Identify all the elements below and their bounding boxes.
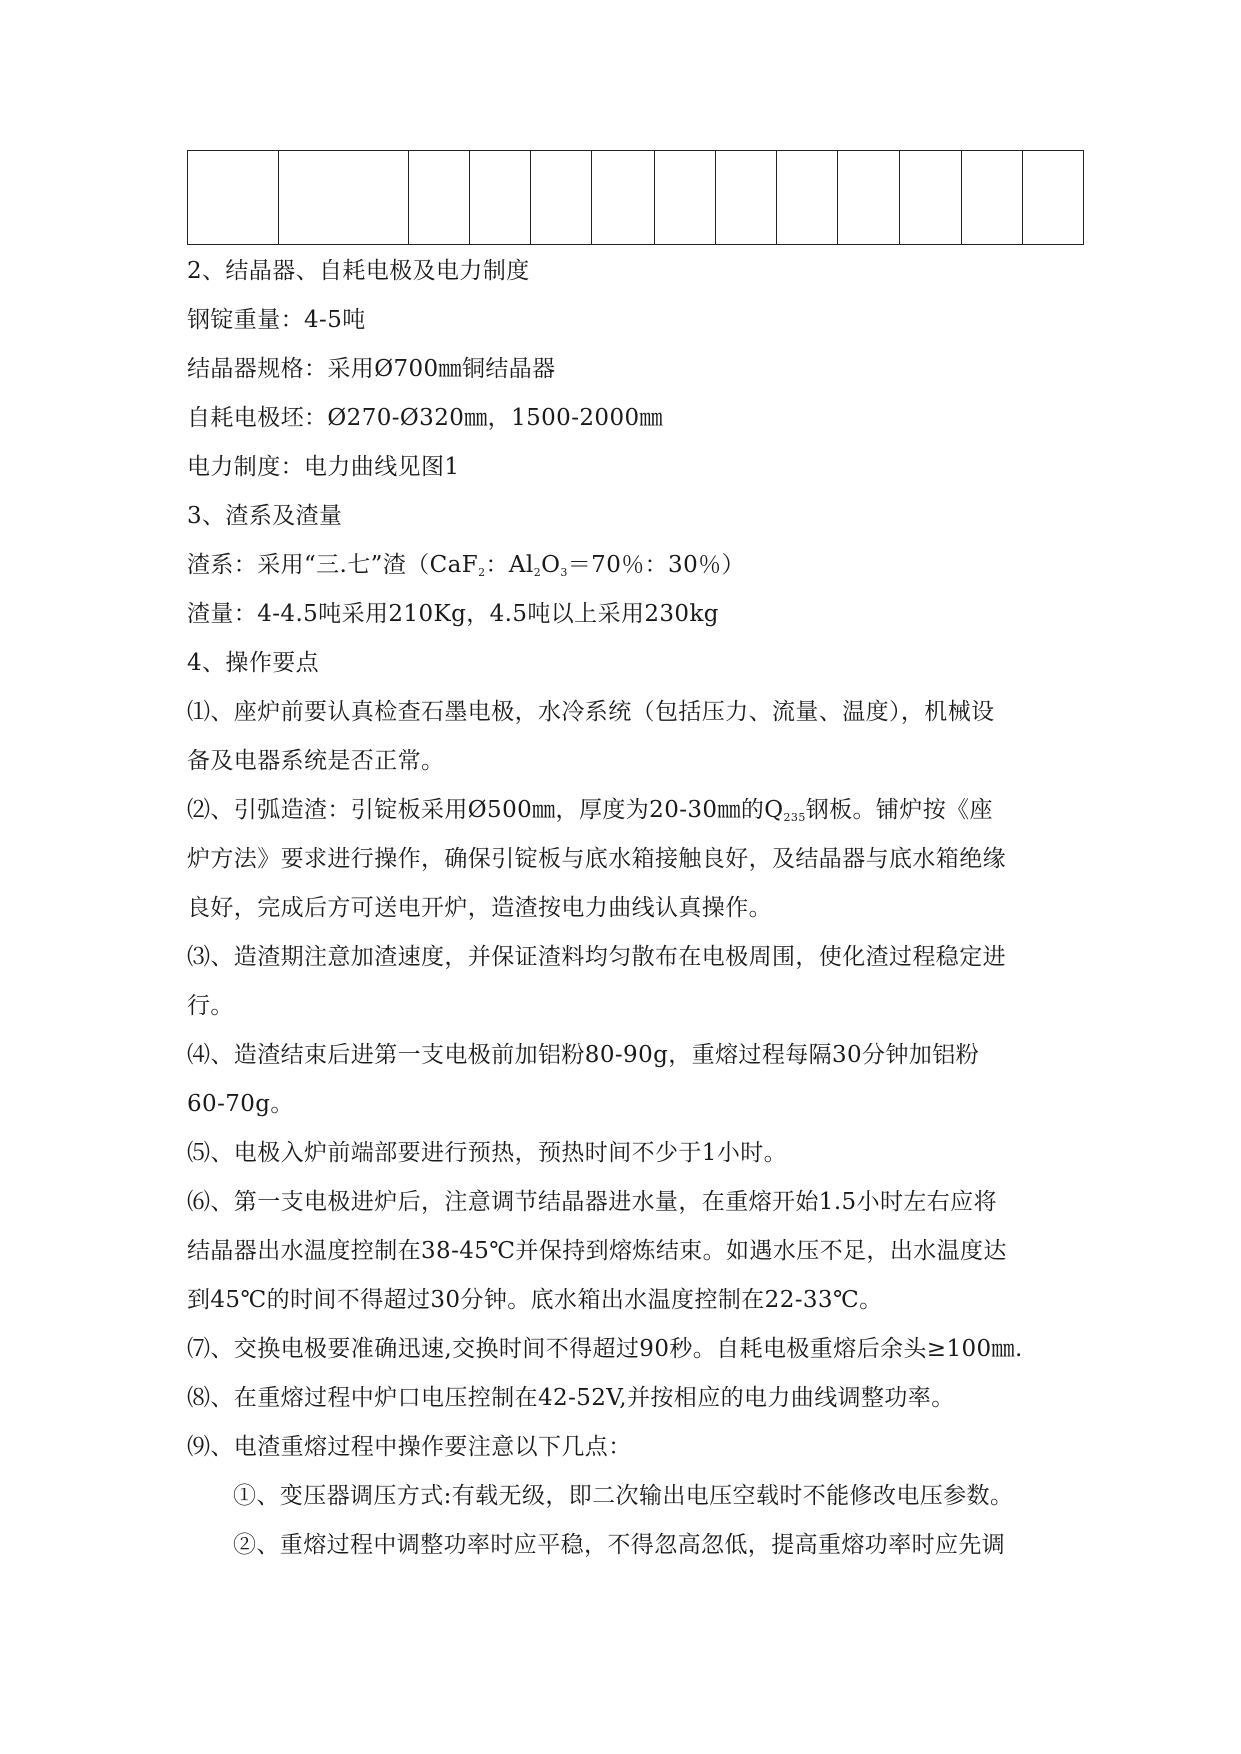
continued-table <box>187 150 1084 245</box>
table-cell <box>469 151 530 245</box>
table-cell <box>592 151 654 245</box>
section-heading-4: 4、操作要点 <box>187 650 320 676</box>
table-cell <box>531 151 592 245</box>
slag-amount-line: 渣量：4-4.5吨采用210Kg，4.5吨以上采用230kg <box>187 601 719 627</box>
slag-system-line: 渣系：采用“三.七”渣（CaF$_2$：$Al_2O_3=70$％：30％） <box>187 552 745 579</box>
table-row <box>188 151 1084 245</box>
power-regime-line: 电力制度：电力曲线见图1 <box>187 454 460 480</box>
document-body <box>187 247 1077 1570</box>
table-cell <box>776 151 837 245</box>
paragraph-5-line-1: ⑸、电极入炉前端部要进行预热，预热时间不少于1小时。 <box>187 1140 788 1166</box>
table-cell <box>188 151 279 245</box>
paragraph-9-item-1: ①、变压器调压方式:有载无级，即二次输出电压空载时不能修改电压参数。 <box>233 1483 1014 1509</box>
paragraph-6-line-2: 结晶器出水温度控制在38-45℃并保持到熔炼结束。如遇水压不足，出水温度达 <box>187 1238 1007 1264</box>
mold-spec-line: 结晶器规格：采用Ø700㎜铜结晶器 <box>187 356 556 382</box>
ingot-weight-line: 钢锭重量：4-5吨 <box>187 307 366 333</box>
paragraph-3-line-1: ⑶、造渣期注意加渣速度，并保证渣料均匀散布在电极周围，使化渣过程稳定进 <box>187 944 1006 970</box>
table-cell <box>715 151 776 245</box>
section-heading-2: 2、结晶器、自耗电极及电力制度 <box>187 258 530 284</box>
paragraph-3-line-2: 行。 <box>187 993 234 1019</box>
paragraph-2-line-1: ⑵、引弧造渣：引锭板采用Ø500㎜，厚度为20-30㎜的$Q_{235}$钢板。铺炉按《座 <box>187 797 993 824</box>
table-cell <box>961 151 1022 245</box>
paragraph-9-line-1: ⑼、电渣重熔过程中操作要注意以下几点： <box>187 1434 632 1460</box>
paragraph-6-line-3: 到45℃的时间不得超过30分钟。底水箱出水温度控制在22-33℃。 <box>187 1287 883 1313</box>
paragraph-1-line-1: ⑴、座炉前要认真检查石墨电极，水冷系统（包括压力、流量、温度），机械设 <box>187 699 995 725</box>
paragraph-6-line-1: ⑹、第一支电极进炉后，注意调节结晶器进水量，在重熔开始1.5小时左右应将 <box>187 1189 997 1215</box>
paragraph-4-line-2: 60-70g。 <box>187 1091 294 1117</box>
paragraph-8-line-1: ⑻、在重熔过程中炉口电压控制在42-52V,并按相应的电力曲线调整功率。 <box>187 1385 955 1411</box>
paragraph-4-line-1: ⑷、造渣结束后进第一支电极前加铝粉80-90g，重熔过程每隔30分钟加铝粉 <box>187 1042 980 1068</box>
table-cell <box>1022 151 1083 245</box>
table-cell <box>279 151 408 245</box>
paragraph-9-item-2: ②、重熔过程中调整功率时应平稳，不得忽高忽低，提高重熔功率时应先调 <box>233 1532 1006 1558</box>
table-cell <box>654 151 715 245</box>
table-cell <box>838 151 900 245</box>
table-cell <box>900 151 961 245</box>
paragraph-1-line-2: 备及电器系统是否正常。 <box>187 748 445 774</box>
table-cell <box>408 151 469 245</box>
paragraph-2-line-3: 良好，完成后方可送电开炉，造渣按电力曲线认真操作。 <box>187 895 772 921</box>
section-heading-3: 3、渣系及渣量 <box>187 503 343 529</box>
paragraph-7-line-1: ⑺、交换电极要准确迅速,交换时间不得超过90秒。自耗电极重熔后余头≥100㎜. <box>187 1336 1023 1362</box>
paragraph-2-line-2: 炉方法》要求进行操作，确保引锭板与底水箱接触良好，及结晶器与底水箱绝缘 <box>187 846 1006 872</box>
electrode-blank-line: 自耗电极坯：Ø270-Ø320㎜，1500-2000㎜ <box>187 405 663 431</box>
